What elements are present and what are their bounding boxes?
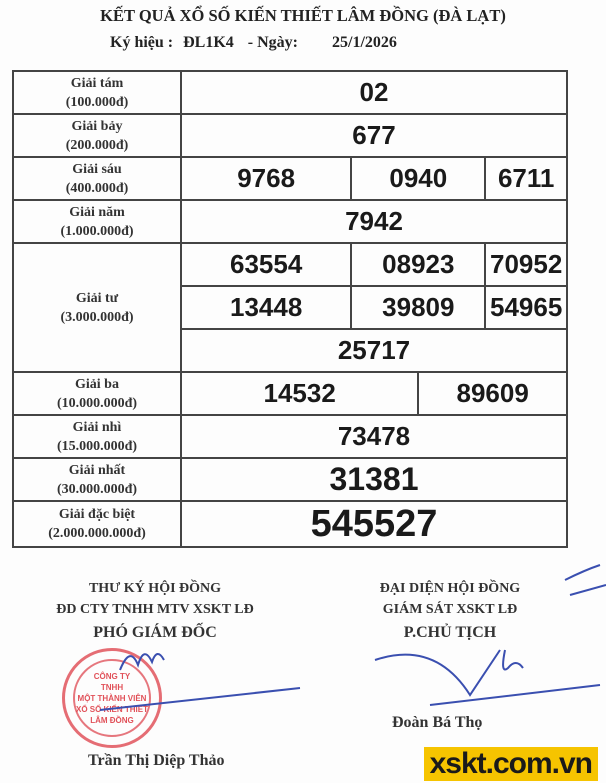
table-row bbox=[13, 157, 567, 200]
document-title: KẾT QUẢ XỔ SỐ KIẾN THIẾT LÂM ĐỒNG (ĐÀ LẠT) bbox=[100, 6, 506, 25]
prize-number: 39809 bbox=[351, 286, 485, 329]
signature-role: PHÓ GIÁM ĐỐC bbox=[93, 624, 217, 641]
prize-number: 63554 bbox=[181, 243, 351, 286]
prize-amount: (1.000.000đ) bbox=[60, 223, 134, 239]
right-signer-name: Đoàn Bá Thọ bbox=[392, 714, 483, 731]
prize-number: 70952 bbox=[485, 243, 567, 286]
table-row bbox=[13, 243, 567, 286]
prize-name: Giải bảy bbox=[71, 118, 123, 134]
date-value: 25/1/2026 bbox=[332, 34, 397, 51]
prize-name: Giải sáu bbox=[72, 161, 122, 177]
prize-number: 31381 bbox=[181, 458, 567, 501]
prize-number: 54965 bbox=[485, 286, 567, 329]
signature-org: GIÁM SÁT XSKT LĐ bbox=[382, 602, 518, 617]
prize-number: 08923 bbox=[351, 243, 485, 286]
prize-number: 73478 bbox=[181, 415, 567, 458]
prize-name: Giải nhất bbox=[68, 462, 126, 478]
date-label: - Ngày: bbox=[247, 34, 299, 51]
signature-org: ĐD CTY TNHH MTV XSKT LĐ bbox=[56, 602, 254, 617]
prize-label bbox=[13, 458, 181, 501]
prize-name: Giải đặc biệt bbox=[58, 507, 136, 522]
prize-label bbox=[13, 114, 181, 157]
results-table bbox=[12, 70, 568, 548]
prize-number: 9768 bbox=[181, 157, 351, 200]
prize-amount: (15.000.000đ) bbox=[56, 438, 138, 454]
prize-number: 25717 bbox=[181, 329, 567, 372]
prize-number: 0940 bbox=[351, 157, 485, 200]
table-row bbox=[13, 501, 567, 547]
prize-name: Giải năm bbox=[69, 204, 125, 220]
prize-label bbox=[13, 71, 181, 114]
prize-amount: (2.000.000.000đ) bbox=[48, 526, 146, 541]
table-row bbox=[13, 71, 567, 114]
prize-name: Giải ba bbox=[75, 376, 119, 392]
table-row bbox=[13, 200, 567, 243]
prize-number: 6711 bbox=[485, 157, 567, 200]
prize-number: 89609 bbox=[418, 372, 567, 415]
prize-amount: (30.000.000đ) bbox=[56, 481, 138, 497]
table-row bbox=[13, 114, 567, 157]
prize-label bbox=[13, 243, 181, 372]
signature-title: ĐẠI DIỆN HỘI ĐỒNG bbox=[379, 581, 521, 596]
prize-label bbox=[13, 200, 181, 243]
table-row bbox=[13, 372, 567, 415]
table-row bbox=[13, 458, 567, 501]
symbol-label: Ký hiệu : bbox=[110, 34, 174, 51]
signature-role: P.CHỦ TỊCH bbox=[403, 624, 497, 641]
signature-title: THƯ KÝ HỘI ĐỒNG bbox=[88, 581, 222, 596]
prize-amount: (10.000.000đ) bbox=[56, 395, 138, 411]
prize-number: 13448 bbox=[181, 286, 351, 329]
company-seal: CÔNG TY TNHH MỘT THÀNH VIÊN XỔ SỐ KIẾN THIẾT LÂM ĐỒNG bbox=[62, 648, 162, 748]
left-signer-name: Trần Thị Diệp Thảo bbox=[88, 752, 225, 769]
prize-amount: (3.000.000đ) bbox=[60, 309, 134, 325]
watermark-logo: xskt.com.vn bbox=[424, 747, 598, 781]
prize-number: 7942 bbox=[181, 200, 567, 243]
document-subtitle bbox=[110, 34, 407, 52]
prize-number: 14532 bbox=[181, 372, 418, 415]
prize-name: Giải tư bbox=[75, 290, 119, 306]
table-row bbox=[13, 415, 567, 458]
prize-name: Giải tám bbox=[70, 75, 124, 91]
prize-amount: (200.000đ) bbox=[65, 137, 129, 153]
prize-label bbox=[13, 157, 181, 200]
symbol-value: ĐL1K4 bbox=[183, 34, 234, 51]
handwritten-signatures bbox=[0, 560, 606, 760]
prize-name: Giải nhì bbox=[72, 419, 122, 435]
prize-number: 677 bbox=[181, 114, 567, 157]
prize-amount: (100.000đ) bbox=[65, 94, 129, 110]
prize-label bbox=[13, 415, 181, 458]
prize-number: 02 bbox=[181, 71, 567, 114]
prize-label bbox=[13, 372, 181, 415]
prize-amount: (400.000đ) bbox=[65, 180, 129, 196]
special-prize-number: 545527 bbox=[181, 501, 567, 547]
prize-label bbox=[13, 501, 181, 547]
